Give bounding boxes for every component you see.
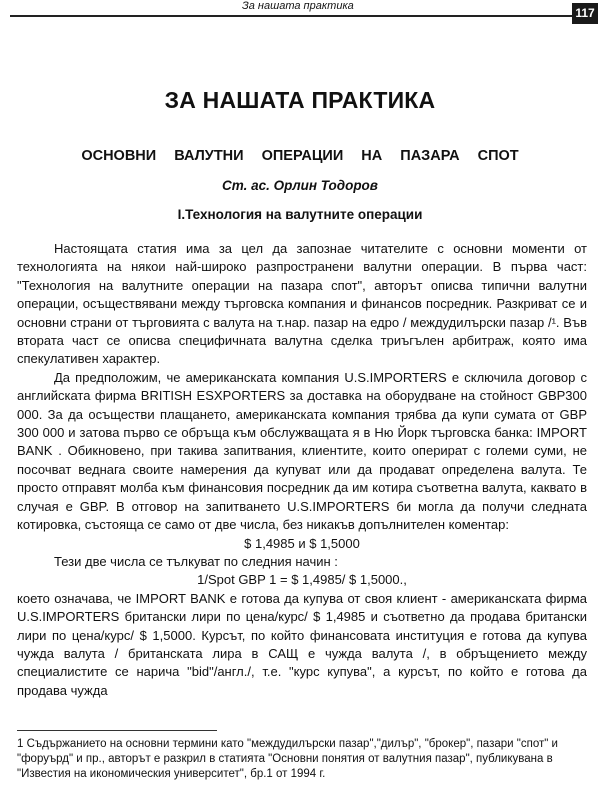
formula-line: 1/Spot GBP 1 = $ 1,4985/ $ 1,5000., [197, 572, 407, 588]
article-title: ЗА НАШАТА ПРАКТИКА [164, 87, 436, 113]
paragraph-example: Да предположим, че американската компания U.S.IMPORTERS е сключила договор с английската фирма BRITISH ESXPORTERS за доставка на оборудване на стойност GBP300 000. За да осъществи плащането, американската компания трябва да купи сумата от GBP 300 000 и затова първо се обръща към обслужващата я в Ню Йорк търговска банка: IMPORT BANK . Обикновено, при такива запитвания, клиентите, които оперират с големи суми, не посочват веднага своите намерения да купуват или да продават определена валута. Те просто отправят молба към финансовия посредник да им котира съответна валута, каквато в случая е GBP. В отговор на запитването U.S.IMPORTERS би могла да получи следната котировка, състояща се само от две числа, без никакъв допълнителен коментар: [17, 369, 587, 533]
running-title: За нашата практика [242, 0, 354, 12]
paragraph-explanation: което означава, че IMPORT BANK е готова да купува от своя клиент - американската фирма U.S.IMPORTERS британски лири по цена/курс/ $ 1,4985 и съответно да продава британски лири по цена/курс/ $ 1,5000. Курсът, по който финансовата институция е готова да купува чужда валута / британската лира в САЩ е чужда валута /, в обръщението между специалистите се нарича "bid"/англ./, т.е. "курс купува", а курсът, по който е готова да продава чужда [17, 590, 587, 698]
paragraph-interpretation: Тези две числа се тълкуват по следния начин : [54, 553, 338, 569]
running-header [10, 0, 582, 17]
author-line: Ст. ас. Орлин Тодоров [222, 178, 378, 193]
footnote: 1 Съдържанието на основни термини като "междудилърски пазар","дилър", "брокер", пазари "спот" и "форуърд" и пр., авторът е разкрил в статията "Основни понятия от валутния пазар", публикувана в "Известия на икономическия университет", бр.1 от 1994 г. [17, 738, 558, 780]
article-body [17, 240, 587, 700]
paragraph-intro: Настоящата статия има за цел да запознае читателите с основни моменти от технологията на някои най-широко разпространени валутни операции. В първа част: "Технология на валутните операции на пазара спот", авторът описва типични валутни операции, осъществявани между търговска компания и финансов посредник. Разкриват се и основни страни от търговията с валута на т.нар. пазар на едро / междудилърски пазар /¹. Във втората част се описва специфичната валутна сделка триъгълен арбитраж, която има спекулативен характер. [17, 241, 587, 367]
article-subtitle: ОСНОВНИ ВАЛУТНИ ОПЕРАЦИИ НА ПАЗАРА СПОТ [81, 148, 519, 164]
page-number: 117 [572, 3, 598, 24]
footnote-divider [17, 730, 217, 731]
quote-line: $ 1,4985 и $ 1,5000 [244, 535, 360, 551]
section-heading: I.Технология на валутните операции [177, 207, 423, 222]
